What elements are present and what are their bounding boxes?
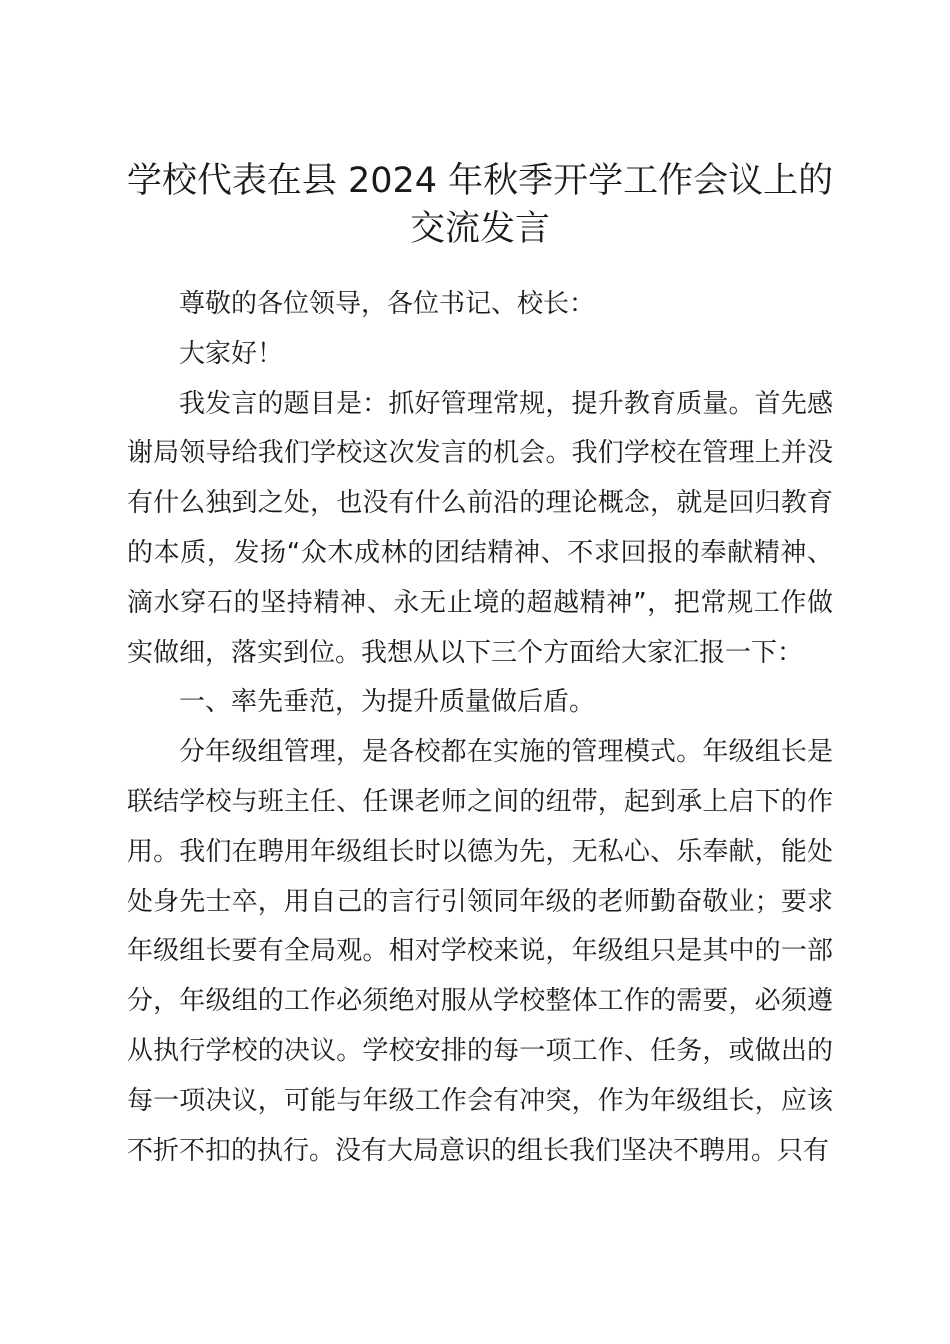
document-body — [127, 280, 833, 1176]
section-1-paragraph: 分年级组管理，是各校都在实施的管理模式。年级组长是联结学校与班主任、任课老师之间的纽带，起到承上启下的作用。我们在聘用年级组长时以德为先，无私心、乐奉献，能处处身先士卒，用自己的言行引领同年级的老师勤奋敬业；要求年级组长要有全局观。相对学校来说，年级组只是其中的一部分，年级组的工作必须绝对服从学校整体工作的需要，必须遵从执行学校的决议。学校安排的每一项工作、任务，或做出的每一项决议，可能与年级工作会有冲突，作为年级组长，应该不折不扣的执行。没有大局意识的组长我们坚决不聘用。只有 — [127, 737, 833, 1166]
section-heading-1: 一、率先垂范，为提升质量做后盾。 — [179, 687, 596, 718]
intro-paragraph: 我发言的题目是：抓好管理常规，提升教育质量。首先感谢局领导给我们学校这次发言的机会。我们学校在管理上并没有什么独到之处，也没有什么前沿的理论概念，就是回归教育的本质，发扬“众木成林的团结精神、不求回报的奉献精神、滴水穿石的坚持精神、永无止境的超越精神”，把常规工作做实做细，落实到位。我想从以下三个方面给大家汇报一下： — [127, 388, 833, 668]
document-title: 学校代表在县 2024 年秋季开学工作会议上的交流发言 — [126, 161, 834, 249]
greeting-paragraph: 大家好！ — [179, 338, 284, 369]
salutation-paragraph: 尊敬的各位领导，各位书记、校长： — [179, 289, 596, 319]
